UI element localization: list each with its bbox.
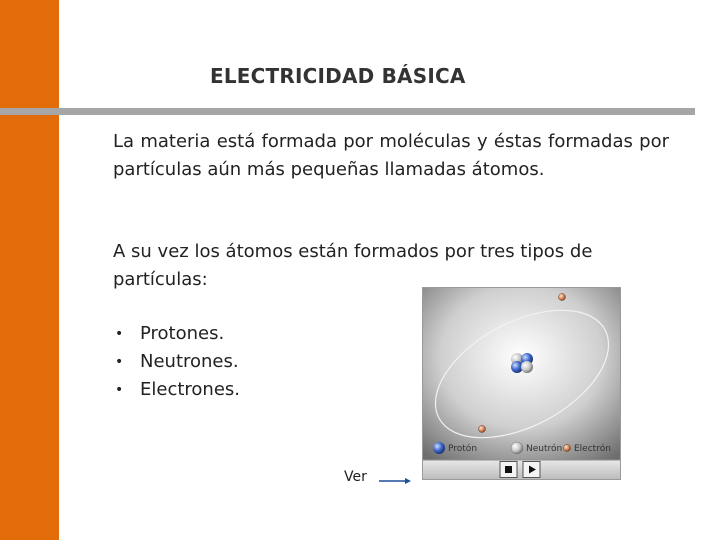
paragraph-particles: A su vez los átomos están formados por tres tipos de partículas: <box>113 241 593 290</box>
title-divider <box>0 108 695 115</box>
proton-icon <box>433 442 445 454</box>
stop-button[interactable] <box>500 462 517 478</box>
list-item-label: Protones. <box>140 323 225 344</box>
animation-background <box>423 288 620 460</box>
legend-neutron-label: Neutrón <box>526 444 563 454</box>
atom-animation-panel <box>422 287 621 480</box>
list-item <box>113 320 240 348</box>
list-item <box>113 376 240 404</box>
legend-electron-label: Electrón <box>574 444 611 454</box>
bullet-icon: • <box>115 382 124 398</box>
ver-link[interactable]: Ver <box>344 469 367 485</box>
sidebar-accent-bar <box>0 0 59 540</box>
legend-proton-label: Protón <box>448 444 478 454</box>
neutron-particle <box>521 361 533 373</box>
list-item-label: Electrones. <box>140 379 241 400</box>
list-item <box>113 348 240 376</box>
list-item-label: Neutrones. <box>140 351 239 372</box>
electron-particle <box>479 426 486 433</box>
electron-icon <box>564 445 571 452</box>
playback-bar <box>423 460 620 479</box>
bullet-icon: • <box>115 354 124 370</box>
neutron-icon <box>511 442 523 454</box>
atom-diagram <box>423 288 620 479</box>
paragraph-matter: La materia está formada por moléculas y éstas formadas por partículas aún más pequeñas llamadas átomos. <box>113 131 669 180</box>
electron-particle <box>559 294 566 301</box>
bullet-icon: • <box>115 326 124 342</box>
slide-title: ELECTRICIDAD BÁSICA <box>210 64 466 88</box>
stop-icon <box>505 466 512 473</box>
particle-list <box>113 320 240 404</box>
arrow-right-icon <box>378 474 412 486</box>
play-button[interactable] <box>523 462 540 478</box>
